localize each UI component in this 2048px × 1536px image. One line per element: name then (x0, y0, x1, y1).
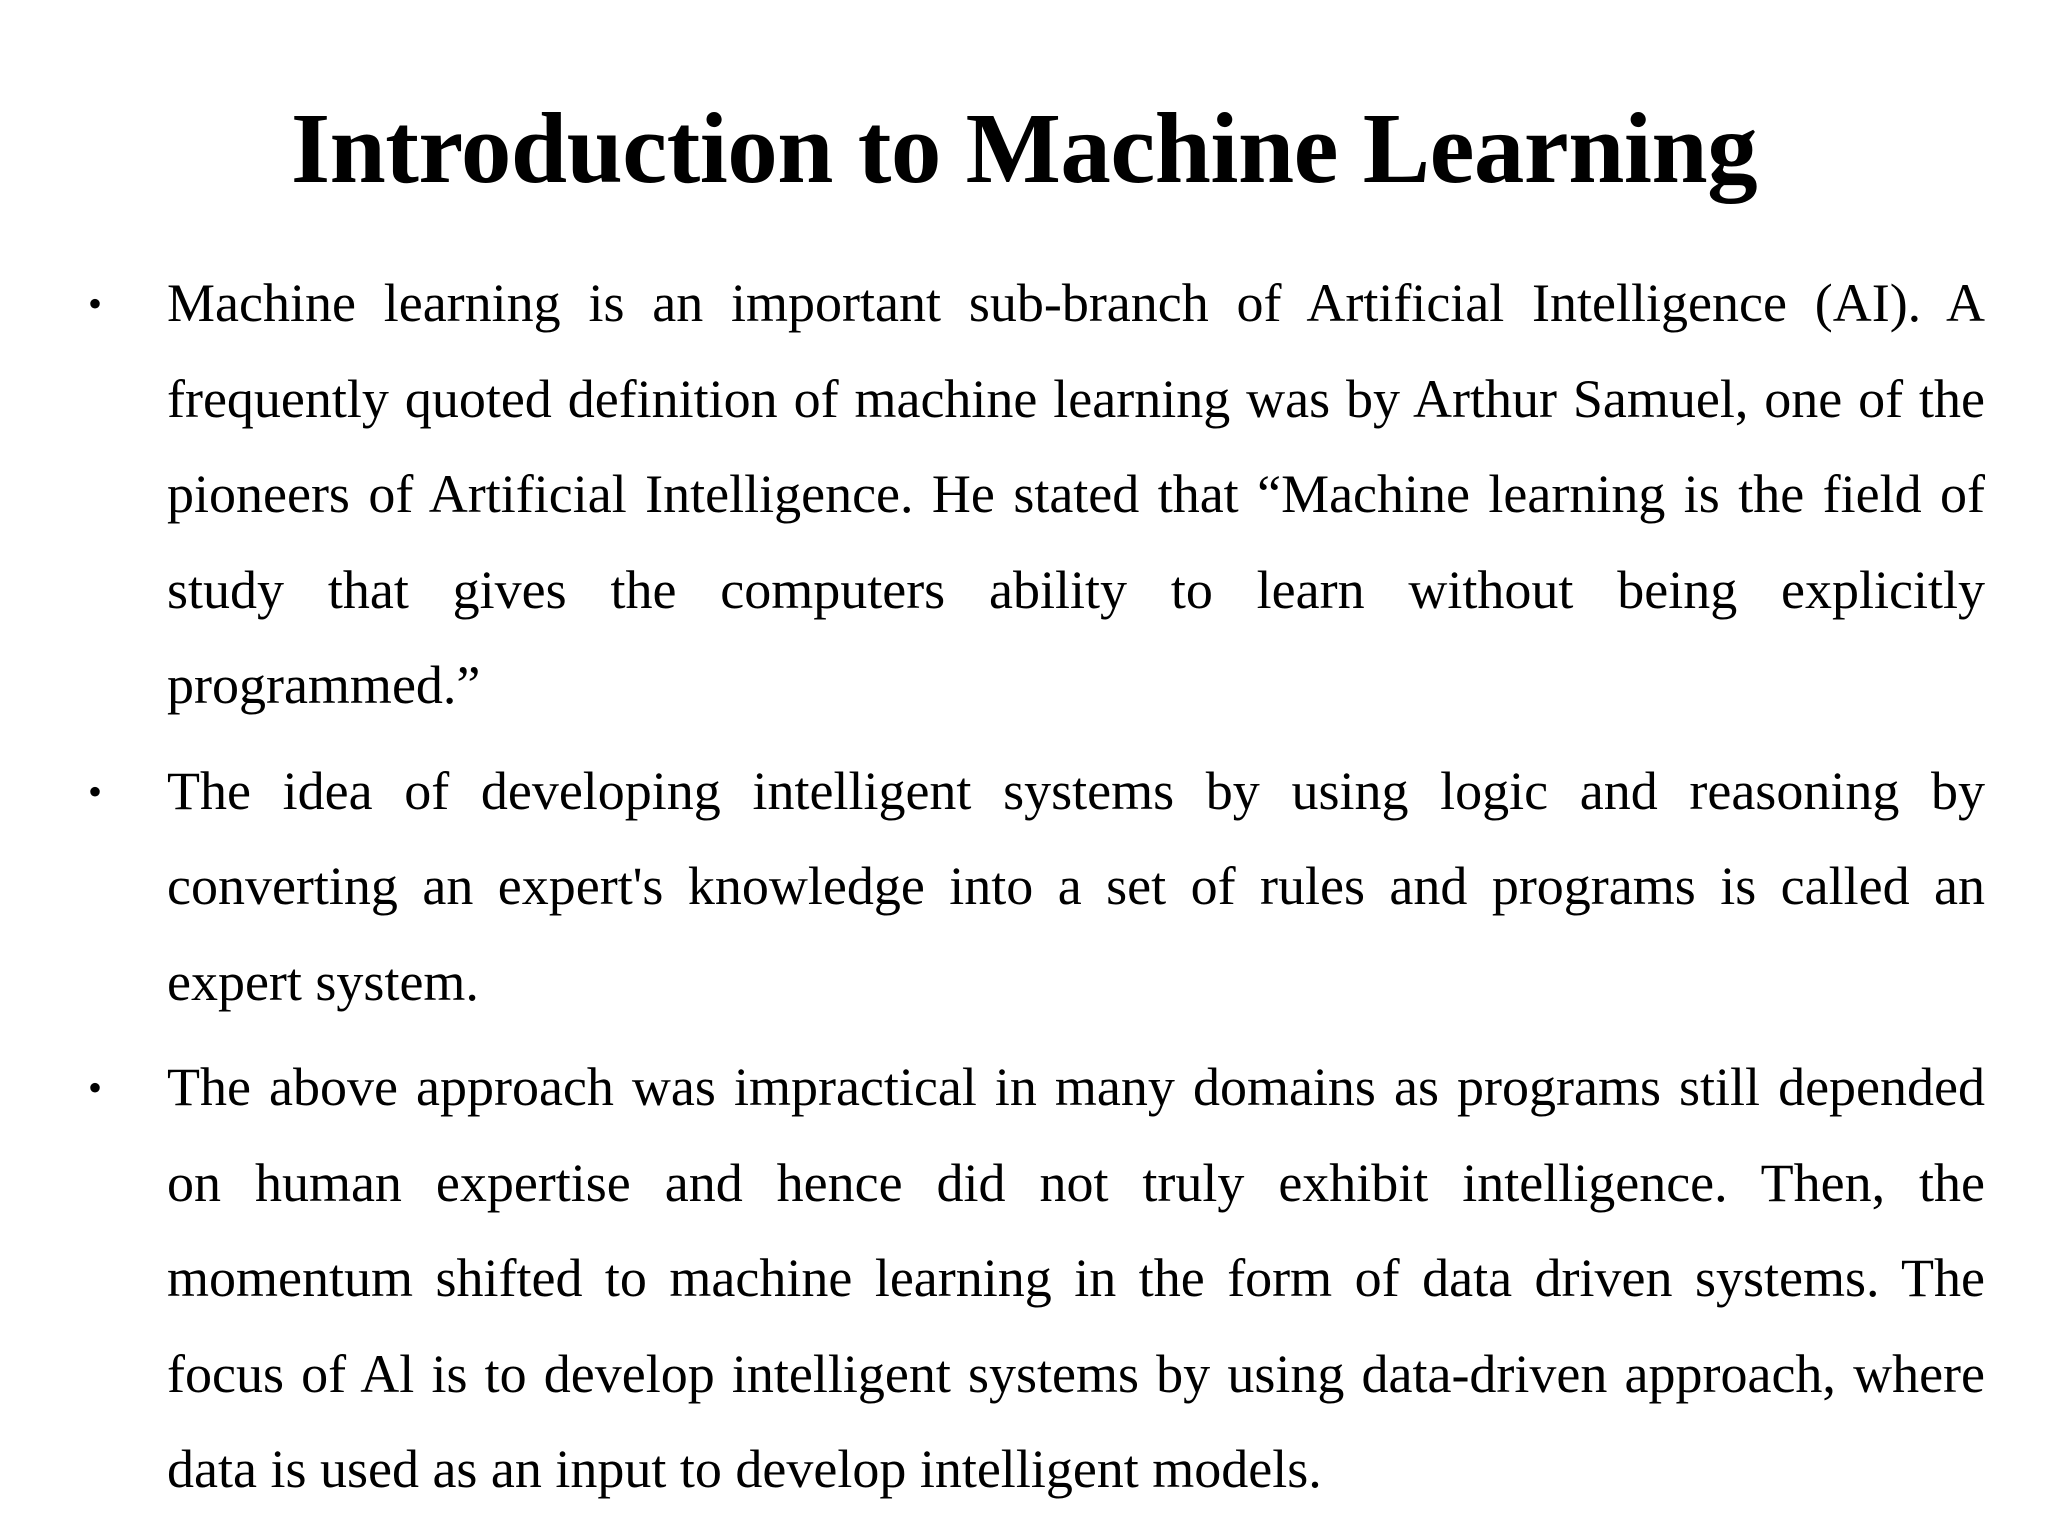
bullet-text: The idea of developing intelligent systems by using logic and reasoning by converting an expert's knowledge into a set of rules and programs is called an expert system. (167, 760, 1985, 1012)
bullet-icon: • (88, 1065, 103, 1110)
bullet-item-2 (80, 744, 1985, 1031)
bullet-icon: • (88, 768, 103, 814)
bullet-text: The above approach was impractical in many domains as programs still depended on human expertise and hence did not truly exhibit intelligence. Then, the momentum shifted to machine learning in the form of data driven systems. The focus of Al is to develop intelligent systems by using data-driven approach, where data is used as an input to develop intelligent models. (167, 1057, 1985, 1499)
bullet-icon: • (88, 281, 103, 326)
bullet-text: Machine learning is an important sub-branch of Artificial Intelligence (AI). A frequently quoted definition of machine learning was by Arthur Samuel, one of the pioneers of Artificial Intelligence. He stated that “Machine learning is the field of study that gives the computers ability to learn without being explicitly programmed.” (167, 273, 1985, 715)
bullet-list (80, 256, 1985, 1528)
bullet-item-3 (80, 1040, 1985, 1518)
bullet-item-1 (80, 256, 1985, 734)
slide-title: Introduction to Machine Learning (290, 92, 1758, 204)
